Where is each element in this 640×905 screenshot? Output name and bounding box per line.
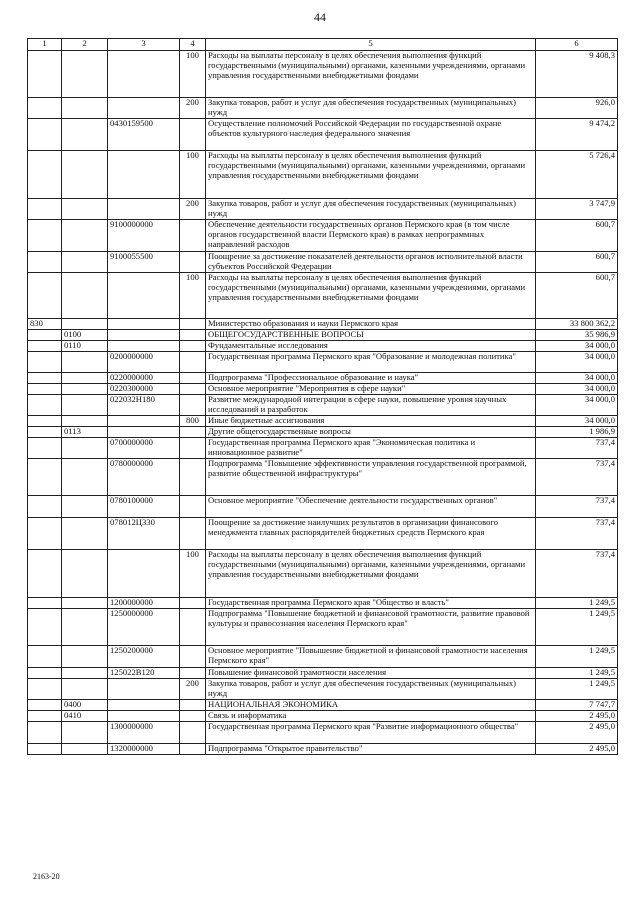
section-code-cell: 0110 — [62, 341, 108, 352]
amount-cell: 1 249,5 — [536, 668, 618, 679]
amount-cell: 5 726,4 — [536, 151, 618, 199]
table-row — [28, 598, 618, 609]
column-header: 4 — [180, 39, 206, 51]
admin-code-cell — [28, 496, 62, 518]
amount-cell: 2 495,0 — [536, 744, 618, 755]
table-row — [28, 679, 618, 700]
admin-code-cell — [28, 416, 62, 427]
description-cell: Подпрограмма "Повышение бюджетной и финансовой грамотности, развитие правовой культуры и правосознания населения Пермского края" — [206, 609, 536, 646]
admin-code-cell — [28, 119, 62, 151]
expense-type-cell — [180, 711, 206, 722]
section-code-cell — [62, 550, 108, 598]
amount-cell: 737,4 — [536, 550, 618, 598]
amount-cell: 926,0 — [536, 98, 618, 119]
table-row — [28, 711, 618, 722]
amount-cell: 34 000,0 — [536, 352, 618, 373]
footer-code: 2163-20 — [33, 872, 60, 881]
amount-cell: 34 000,0 — [536, 395, 618, 416]
target-code-cell — [108, 711, 180, 722]
table-row — [28, 609, 618, 646]
description-cell: Поощрение за достижение наилучших результатов в организации финансового менеджмента главных распорядителей бюджетных средств Пермского края — [206, 518, 536, 550]
description-cell: Подпрограмма "Повышение эффективности управления государственной программой, развитие общественной инфраструктуры" — [206, 459, 536, 496]
amount-cell: 600,7 — [536, 220, 618, 252]
target-code-cell: 125022В120 — [108, 668, 180, 679]
description-cell: Другие общегосударственные вопросы — [206, 427, 536, 438]
description-cell: Государственная программа Пермского края "Экономическая политика и инновационное развитие" — [206, 438, 536, 459]
table-row — [28, 518, 618, 550]
amount-cell: 2 495,0 — [536, 711, 618, 722]
expense-type-cell — [180, 722, 206, 744]
amount-cell: 600,7 — [536, 252, 618, 273]
table-row — [28, 550, 618, 598]
expense-type-cell: 200 — [180, 199, 206, 220]
description-cell: Поощрение за достижение показателей деятельности органов исполнительной власти субъектов Российской Федерации — [206, 252, 536, 273]
admin-code-cell — [28, 395, 62, 416]
expense-type-cell — [180, 252, 206, 273]
amount-cell: 1 986,9 — [536, 427, 618, 438]
table-row — [28, 416, 618, 427]
admin-code-cell — [28, 220, 62, 252]
description-cell: Закупка товаров, работ и услуг для обеспечения государственных (муниципальных) нужд — [206, 98, 536, 119]
table-row — [28, 352, 618, 373]
target-code-cell — [108, 199, 180, 220]
target-code-cell: 1250000000 — [108, 609, 180, 646]
amount-cell: 1 249,5 — [536, 609, 618, 646]
amount-cell: 600,7 — [536, 273, 618, 319]
amount-cell: 1 249,5 — [536, 679, 618, 700]
admin-code-cell — [28, 744, 62, 755]
target-code-cell — [108, 416, 180, 427]
table-row — [28, 459, 618, 496]
table-row — [28, 151, 618, 199]
table-row — [28, 252, 618, 273]
expense-type-cell: 100 — [180, 550, 206, 598]
admin-code-cell — [28, 668, 62, 679]
description-cell: Закупка товаров, работ и услуг для обеспечения государственных (муниципальных) нужд — [206, 679, 536, 700]
table-row — [28, 330, 618, 341]
expense-type-cell — [180, 668, 206, 679]
description-cell: Государственная программа Пермского края "Общество и власть" — [206, 598, 536, 609]
description-cell: Государственная программа Пермского края "Развитие информационного общества" — [206, 722, 536, 744]
table-row — [28, 395, 618, 416]
target-code-cell — [108, 679, 180, 700]
target-code-cell — [108, 341, 180, 352]
table-row — [28, 199, 618, 220]
target-code-cell — [108, 319, 180, 330]
description-cell: Подпрограмма "Профессиональное образование и наука" — [206, 373, 536, 384]
section-code-cell — [62, 459, 108, 496]
target-code-cell: 0430159500 — [108, 119, 180, 151]
description-cell: Обеспечение деятельности государственных органов Пермского края (в том числе органов государственной власти Пермского края) в рамках непрограммных направлений расходов — [206, 220, 536, 252]
description-cell: НАЦИОНАЛЬНАЯ ЭКОНОМИКА — [206, 700, 536, 711]
section-code-cell — [62, 598, 108, 609]
amount-cell: 35 986,9 — [536, 330, 618, 341]
section-code-cell: 0113 — [62, 427, 108, 438]
target-code-cell — [108, 151, 180, 199]
amount-cell: 9 408,3 — [536, 51, 618, 98]
amount-cell: 737,4 — [536, 438, 618, 459]
target-code-cell: 022032Н180 — [108, 395, 180, 416]
expense-type-cell — [180, 744, 206, 755]
expense-type-cell — [180, 395, 206, 416]
target-code-cell: 0200000000 — [108, 352, 180, 373]
table-row — [28, 744, 618, 755]
table-row — [28, 668, 618, 679]
section-code-cell — [62, 668, 108, 679]
section-code-cell — [62, 199, 108, 220]
section-code-cell — [62, 384, 108, 395]
expense-type-cell — [180, 220, 206, 252]
section-code-cell — [62, 722, 108, 744]
section-code-cell: 0100 — [62, 330, 108, 341]
admin-code-cell — [28, 427, 62, 438]
expense-type-cell — [180, 598, 206, 609]
table-row — [28, 51, 618, 98]
section-code-cell — [62, 273, 108, 319]
admin-code-cell — [28, 598, 62, 609]
table-body — [28, 51, 618, 755]
section-code-cell — [62, 319, 108, 330]
admin-code-cell — [28, 459, 62, 496]
expense-type-cell: 200 — [180, 679, 206, 700]
section-code-cell — [62, 252, 108, 273]
expense-type-cell — [180, 609, 206, 646]
target-code-cell — [108, 700, 180, 711]
description-cell: Министерство образования и науки Пермского края — [206, 319, 536, 330]
amount-cell: 34 000,0 — [536, 384, 618, 395]
description-cell: Осуществление полномочий Российской Федерации по государственной охране объектов культурного наследия федерального значения — [206, 119, 536, 151]
admin-code-cell — [28, 518, 62, 550]
table-row — [28, 700, 618, 711]
section-code-cell — [62, 373, 108, 384]
section-code-cell: 0410 — [62, 711, 108, 722]
expense-type-cell — [180, 459, 206, 496]
admin-code-cell — [28, 438, 62, 459]
target-code-cell — [108, 427, 180, 438]
amount-cell: 1 249,5 — [536, 646, 618, 668]
amount-cell: 3 747,9 — [536, 199, 618, 220]
description-cell: Основное мероприятие "Обеспечение деятельности государственных органов" — [206, 496, 536, 518]
amount-cell: 34 000,0 — [536, 341, 618, 352]
table-row — [28, 98, 618, 119]
admin-code-cell — [28, 273, 62, 319]
table-row — [28, 273, 618, 319]
expense-type-cell — [180, 438, 206, 459]
table-row — [28, 722, 618, 744]
target-code-cell — [108, 330, 180, 341]
section-code-cell — [62, 119, 108, 151]
amount-cell: 737,4 — [536, 518, 618, 550]
expense-type-cell: 800 — [180, 416, 206, 427]
description-cell: Закупка товаров, работ и услуг для обеспечения государственных (муниципальных) нужд — [206, 199, 536, 220]
target-code-cell — [108, 98, 180, 119]
description-cell: Повышение финансовой грамотности населения — [206, 668, 536, 679]
admin-code-cell — [28, 550, 62, 598]
target-code-cell: 1200000000 — [108, 598, 180, 609]
target-code-cell: 1320000000 — [108, 744, 180, 755]
section-code-cell — [62, 151, 108, 199]
description-cell: Основное мероприятие "Мероприятия в сфере науки" — [206, 384, 536, 395]
target-code-cell — [108, 51, 180, 98]
section-code-cell — [62, 51, 108, 98]
column-header: 1 — [28, 39, 62, 51]
description-cell: Государственная программа Пермского края "Образование и молодежная политика" — [206, 352, 536, 373]
column-header: 3 — [108, 39, 180, 51]
amount-cell: 34 000,0 — [536, 373, 618, 384]
budget-table — [27, 38, 618, 755]
admin-code-cell — [28, 609, 62, 646]
table-row — [28, 438, 618, 459]
expense-type-cell — [180, 496, 206, 518]
section-code-cell — [62, 98, 108, 119]
target-code-cell: 0700000000 — [108, 438, 180, 459]
amount-cell: 737,4 — [536, 459, 618, 496]
column-header: 6 — [536, 39, 618, 51]
target-code-cell: 9100055500 — [108, 252, 180, 273]
column-header: 2 — [62, 39, 108, 51]
target-code-cell — [108, 273, 180, 319]
table-row — [28, 646, 618, 668]
section-code-cell — [62, 438, 108, 459]
amount-cell: 1 249,5 — [536, 598, 618, 609]
admin-code-cell — [28, 252, 62, 273]
admin-code-cell — [28, 341, 62, 352]
description-cell: Иные бюджетные ассигнования — [206, 416, 536, 427]
expense-type-cell — [180, 352, 206, 373]
target-code-cell: 0780100000 — [108, 496, 180, 518]
table-row — [28, 319, 618, 330]
section-code-cell — [62, 395, 108, 416]
target-code-cell: 1250200000 — [108, 646, 180, 668]
admin-code-cell — [28, 384, 62, 395]
description-cell: Основное мероприятие "Повышение бюджетной и финансовой грамотности населения Пермского края" — [206, 646, 536, 668]
table-row — [28, 220, 618, 252]
section-code-cell — [62, 646, 108, 668]
section-code-cell — [62, 679, 108, 700]
expense-type-cell — [180, 319, 206, 330]
amount-cell: 737,4 — [536, 496, 618, 518]
table-header-row — [28, 39, 618, 51]
description-cell: Расходы на выплаты персоналу в целях обеспечения выполнения функций государственными (муниципальными) органами, казенными учреждениями, органами управления государственными внебюджетными фондами — [206, 151, 536, 199]
expense-type-cell — [180, 646, 206, 668]
amount-cell: 33 800 362,2 — [536, 319, 618, 330]
section-code-cell — [62, 518, 108, 550]
section-code-cell — [62, 352, 108, 373]
admin-code-cell — [28, 646, 62, 668]
admin-code-cell — [28, 330, 62, 341]
description-cell: Развитие международной интеграции в сфере науки, повышение уровня научных исследований и разработок — [206, 395, 536, 416]
table-row — [28, 384, 618, 395]
table-row — [28, 341, 618, 352]
target-code-cell: 0780000000 — [108, 459, 180, 496]
expense-type-cell — [180, 384, 206, 395]
section-code-cell — [62, 496, 108, 518]
section-code-cell — [62, 744, 108, 755]
admin-code-cell — [28, 98, 62, 119]
expense-type-cell: 100 — [180, 51, 206, 98]
description-cell: Подпрограмма "Открытое правительство" — [206, 744, 536, 755]
admin-code-cell — [28, 711, 62, 722]
expense-type-cell — [180, 518, 206, 550]
admin-code-cell — [28, 722, 62, 744]
target-code-cell: 0220000000 — [108, 373, 180, 384]
section-code-cell — [62, 416, 108, 427]
admin-code-cell — [28, 151, 62, 199]
amount-cell: 9 474,2 — [536, 119, 618, 151]
expense-type-cell — [180, 341, 206, 352]
table-row — [28, 119, 618, 151]
amount-cell: 2 495,0 — [536, 722, 618, 744]
table-row — [28, 427, 618, 438]
table-row — [28, 496, 618, 518]
target-code-cell — [108, 550, 180, 598]
admin-code-cell — [28, 679, 62, 700]
expense-type-cell — [180, 427, 206, 438]
expense-type-cell — [180, 373, 206, 384]
target-code-cell: 1300000000 — [108, 722, 180, 744]
expense-type-cell — [180, 119, 206, 151]
admin-code-cell — [28, 373, 62, 384]
admin-code-cell — [28, 352, 62, 373]
section-code-cell — [62, 609, 108, 646]
description-cell: Связь и информатика — [206, 711, 536, 722]
expense-type-cell: 100 — [180, 151, 206, 199]
admin-code-cell — [28, 51, 62, 98]
target-code-cell: 9100000000 — [108, 220, 180, 252]
admin-code-cell — [28, 199, 62, 220]
description-cell: Расходы на выплаты персоналу в целях обеспечения выполнения функций государственными (муниципальными) органами, казенными учреждениями, органами управления государственными внебюджетными фондами — [206, 273, 536, 319]
admin-code-cell — [28, 700, 62, 711]
section-code-cell: 0400 — [62, 700, 108, 711]
expense-type-cell: 100 — [180, 273, 206, 319]
expense-type-cell: 200 — [180, 98, 206, 119]
description-cell: Расходы на выплаты персоналу в целях обеспечения выполнения функций государственными (муниципальными) органами, казенными учреждениями, органами управления государственными внебюджетными фондами — [206, 550, 536, 598]
admin-code-cell: 830 — [28, 319, 62, 330]
expense-type-cell — [180, 330, 206, 341]
table-row — [28, 373, 618, 384]
description-cell: Фундаментальные исследования — [206, 341, 536, 352]
section-code-cell — [62, 220, 108, 252]
target-code-cell: 078012Ц330 — [108, 518, 180, 550]
description-cell: ОБЩЕГОСУДАРСТВЕННЫЕ ВОПРОСЫ — [206, 330, 536, 341]
amount-cell: 34 000,0 — [536, 416, 618, 427]
amount-cell: 7 747,7 — [536, 700, 618, 711]
target-code-cell: 0220300000 — [108, 384, 180, 395]
expense-type-cell — [180, 700, 206, 711]
description-cell: Расходы на выплаты персоналу в целях обеспечения выполнения функций государственными (муниципальными) органами, казенными учреждениями, органами управления государственными внебюджетными фондами — [206, 51, 536, 98]
column-header: 5 — [206, 39, 536, 51]
page-number: 44 — [314, 10, 326, 24]
